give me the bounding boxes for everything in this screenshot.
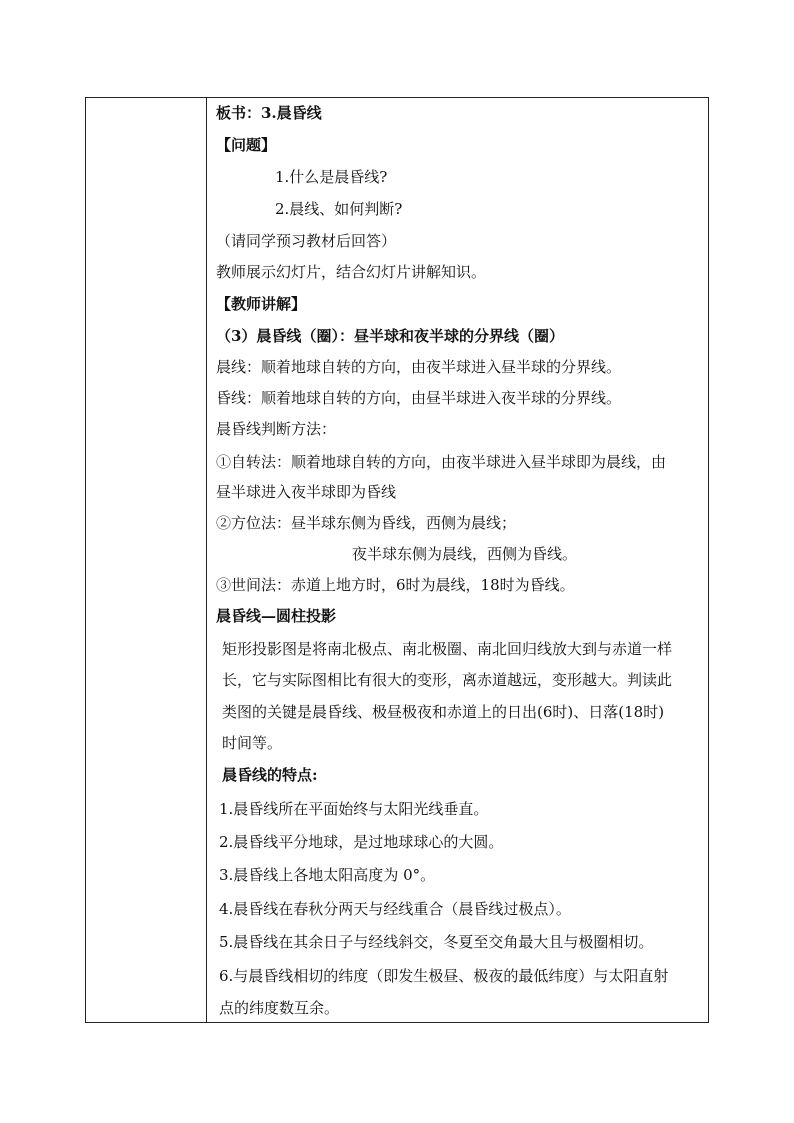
feature-4: 4.晨昏线在春秋分两天与经线重合（晨昏线过极点）。 xyxy=(219,900,571,918)
projection-paragraph-line-2: 长，它与实际图相比有很大的变形，离赤道越远，变形越大。判读此 xyxy=(222,671,673,689)
teacher-show-text: 教师展示幻灯片，结合幻灯片讲解知识。 xyxy=(216,263,487,281)
preview-note: （请同学预习教材后回答） xyxy=(216,232,397,250)
projection-paragraph-line-4: 时间等。 xyxy=(222,734,283,752)
projection-paragraph-line-1: 矩形投影图是将南北极点、南北极圈、南北回归线放大到与赤道一样 xyxy=(222,640,673,658)
feature-3: 3.晨昏线上各地太阳高度为 0°。 xyxy=(219,866,436,884)
method-3: ③世间法：赤道上地方时，6时为晨线，18时为昏线。 xyxy=(216,576,575,594)
feature-5: 5.晨昏线在其余日子与经线斜交，冬夏至交角最大且与极圈相切。 xyxy=(219,933,654,951)
feature-1: 1.晨昏线所在平面始终与太阳光线垂直。 xyxy=(219,800,489,818)
projection-header: 晨昏线—圆柱投影 xyxy=(216,607,337,625)
feature-6-line-1: 6.与晨昏线相切的纬度（即发生极昼、极夜的最低纬度）与太阳直射 xyxy=(219,967,669,985)
method-header: 晨昏线判断方法： xyxy=(216,420,337,438)
projection-paragraph-line-3: 类图的关键是晨昏线、极昼极夜和赤道上的日出(6时)、日落(18时) xyxy=(222,703,665,721)
method-1-line-2: 昼半球进入夜半球即为昏线 xyxy=(216,483,397,501)
method-2-line-1: ②方位法：昼半球东侧为昏线，西侧为晨线； xyxy=(216,514,517,532)
features-header: 晨昏线的特点: xyxy=(222,766,318,784)
left-column-cell xyxy=(86,98,207,1022)
dusk-line-definition: 昏线：顺着地球自转的方向，由昼半球进入夜半球的分界线。 xyxy=(216,389,622,407)
question-header: 【问题】 xyxy=(216,136,277,154)
dawn-line-definition: 晨线：顺着地球自转的方向，由夜半球进入昼半球的分界线。 xyxy=(216,358,622,376)
question-1: 1.什么是晨昏线? xyxy=(275,168,388,186)
question-2: 2.晨线、如何判断? xyxy=(275,200,403,218)
lesson-table xyxy=(85,97,709,1023)
method-2-line-2: 夜半球东侧为晨线，西侧为昏线。 xyxy=(352,545,578,563)
terminator-definition: （3）晨昏线（圈）：昼半球和夜半球的分界线（圈） xyxy=(216,327,564,345)
board-title: 板书：3.晨昏线 xyxy=(216,104,322,122)
method-1-line-1: ①自转法：顺着地球自转的方向，由夜半球进入昼半球即为晨线，由 xyxy=(216,453,667,471)
teacher-explain-header: 【教师讲解】 xyxy=(216,295,307,313)
feature-2: 2.晨昏线平分地球，是过地球球心的大圆。 xyxy=(219,833,504,851)
feature-6-line-2: 点的纬度数互余。 xyxy=(219,999,340,1017)
